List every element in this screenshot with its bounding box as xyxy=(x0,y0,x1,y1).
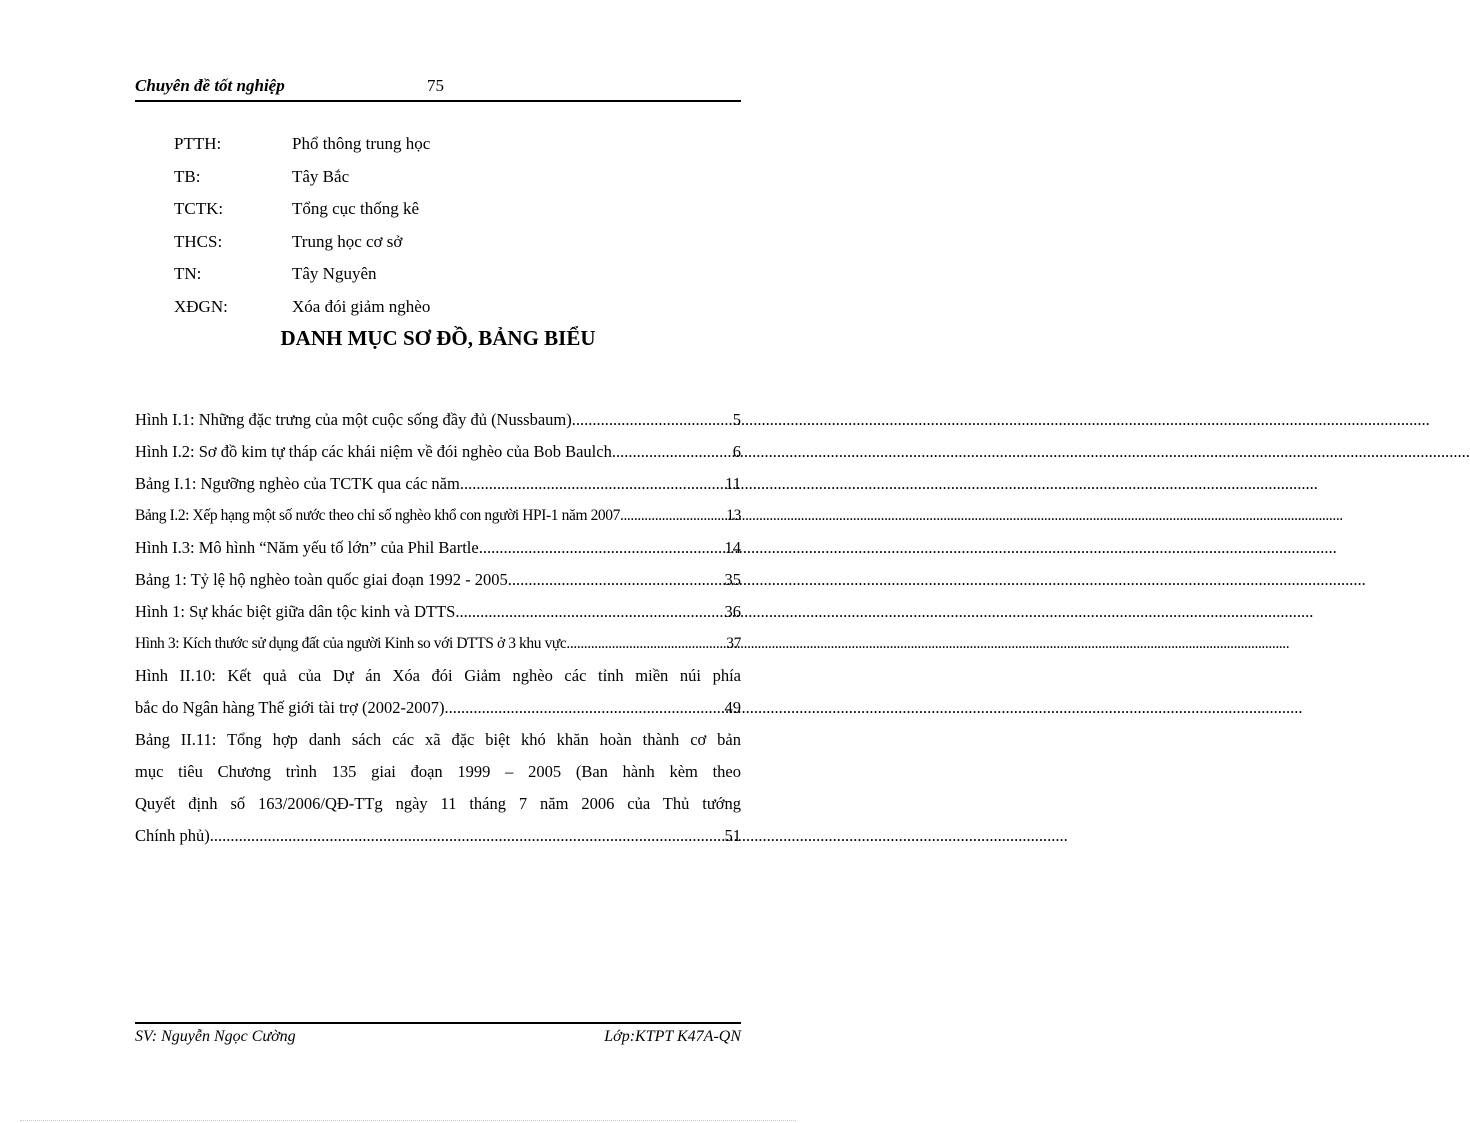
toc-entry-text: Hình II.10: Kết quả của Dự án Xóa đói Giảm nghèo các tỉnh miền núi phía xyxy=(135,666,741,685)
abbreviation-meaning: Trung học cơ sở xyxy=(292,231,403,251)
abbreviation-row xyxy=(174,165,574,198)
page-edge-divider xyxy=(20,1120,796,1121)
abbreviation-list xyxy=(174,132,574,327)
abbreviation-row xyxy=(174,132,574,165)
abbreviation-code: THCS: xyxy=(174,231,223,251)
toc-entry[interactable] xyxy=(135,628,741,660)
toc-page-number: 51 xyxy=(724,826,741,845)
student-name: SV: Nguyễn Ngọc Cường xyxy=(135,1028,296,1045)
toc-entry-text: mục tiêu Chương trình 135 giai đoạn 1999 – 2005 (Ban hành kèm theo xyxy=(135,762,741,781)
abbreviation-meaning: Tổng cục thống kê xyxy=(292,199,419,218)
toc-entry-text: Bảng 1: Tỷ lệ hộ nghèo toàn quốc giai đoạn 1992 - 2005 xyxy=(135,570,508,589)
toc-entry-text: Chính phủ) xyxy=(135,826,210,845)
toc-page-number: 37 xyxy=(726,635,741,652)
abbreviation-meaning: Phổ thông trung học xyxy=(292,134,431,153)
toc-entry-text: Hình I.3: Mô hình “Năm yếu tố lớn” của Phil Bartle xyxy=(135,538,479,557)
toc-entry-text: bắc do Ngân hàng Thế giới tài trợ (2002-2007) xyxy=(135,698,445,717)
abbreviation-code: TCTK: xyxy=(174,199,224,218)
toc-entry[interactable] xyxy=(135,660,741,724)
toc-entry-text: Hình 1: Sự khác biệt giữa dân tộc kinh và DTTS xyxy=(135,602,456,621)
abbreviation-meaning: Tây Bắc xyxy=(292,166,350,186)
toc-page-number: 35 xyxy=(724,570,741,589)
toc-entry[interactable] xyxy=(135,404,741,436)
abbreviation-row xyxy=(174,295,574,328)
toc-entry-text: Hình 3: Kích thước sử dụng đất của người Kinh so với DTTS ở 3 khu vực xyxy=(135,635,567,652)
toc-entry-text: Hình I.2: Sơ đồ kim tự tháp các khái niệm về đói nghèo của Bob Baulch xyxy=(135,442,612,461)
page-number: 75 xyxy=(427,76,444,95)
abbreviation-meaning: Xóa đói giảm nghèo xyxy=(292,296,431,316)
abbreviation-row xyxy=(174,197,574,230)
abbreviation-code: XĐGN: xyxy=(174,296,228,316)
toc-entry[interactable] xyxy=(135,436,741,468)
toc-page-number: 14 xyxy=(724,538,741,557)
abbreviation-code: TN: xyxy=(174,264,202,283)
toc-entry[interactable] xyxy=(135,724,741,852)
toc-entry-text: Hình I.1: Những đặc trưng của một cuộc sống đầy đủ (Nussbaum) xyxy=(135,410,572,429)
toc-entry-text: Bảng I.1: Ngưỡng nghèo của TCTK qua các năm xyxy=(135,474,460,493)
abbreviation-row xyxy=(174,262,574,295)
section-title: DANH MỤC SƠ ĐỒ, BẢNG BIỂU xyxy=(280,326,596,350)
class-code: Lớp:KTPT K47A-QN xyxy=(604,1028,741,1045)
document-title: Chuyên đề tốt nghiệp xyxy=(135,76,285,95)
page-footer xyxy=(135,1022,741,1050)
toc-page-number: 36 xyxy=(724,602,741,621)
table-of-figures xyxy=(135,404,741,852)
toc-entry[interactable] xyxy=(135,500,741,532)
toc-entry-text: Bảng I.2: Xếp hạng một số nước theo chỉ số nghèo khổ con người HPI-1 năm 2007 xyxy=(135,507,620,524)
toc-entry[interactable] xyxy=(135,564,741,596)
toc-page-number: 5 xyxy=(732,410,741,429)
toc-page-number: 13 xyxy=(726,507,741,524)
toc-entry[interactable] xyxy=(135,468,741,500)
page-header xyxy=(135,76,741,102)
abbreviation-row xyxy=(174,230,574,263)
abbreviation-code: TB: xyxy=(174,166,201,186)
toc-entry[interactable] xyxy=(135,532,741,564)
toc-entry-text: Quyết định số 163/2006/QĐ-TTg ngày 11 tháng 7 năm 2006 của Thủ tướng xyxy=(135,794,741,813)
abbreviation-code: PTTH: xyxy=(174,134,222,153)
toc-entry-text: Bảng II.11: Tổng hợp danh sách các xã đặc biệt khó khăn hoàn thành cơ bản xyxy=(135,730,741,749)
toc-page-number: 49 xyxy=(724,698,741,717)
abbreviation-meaning: Tây Nguyên xyxy=(292,264,377,283)
toc-page-number: 11 xyxy=(725,474,741,493)
toc-entry[interactable] xyxy=(135,596,741,628)
toc-page-number: 6 xyxy=(732,442,741,461)
